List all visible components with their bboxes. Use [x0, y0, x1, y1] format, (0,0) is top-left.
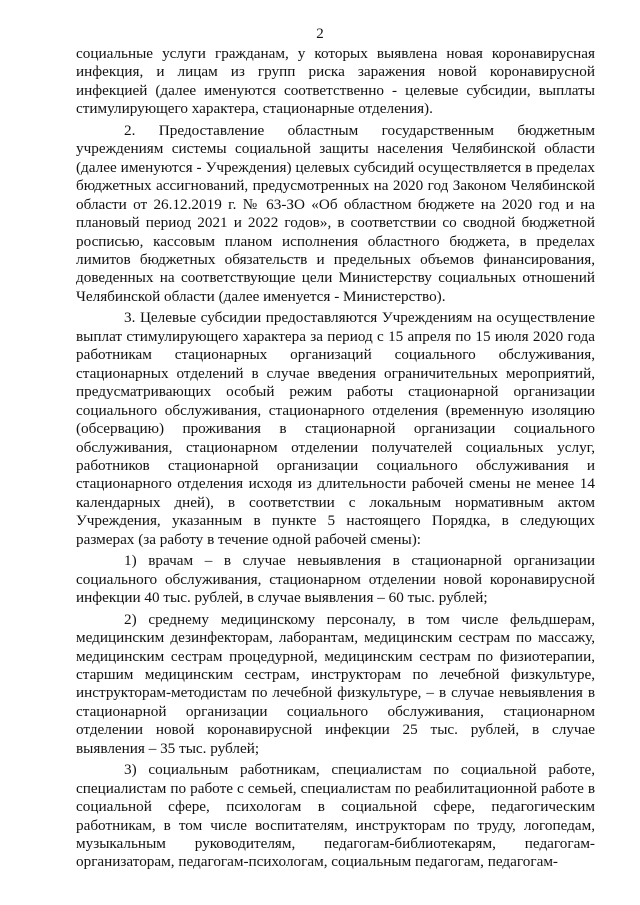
paragraph-subitem-1: 1) врачам – в случае невыявления в стационарной организации социального обслуживания, стационарном отделении новой коронавирусной инфекции 40 тыс. рублей, в случае выявления – 60 тыс. рублей;	[76, 552, 595, 607]
paragraph-continuation: социальные услуги гражданам, у которых выявлена новая коронавирусная инфекция, и лицам из групп риска заражения новой коронавирусной инфекцией (далее именуются соответственно - целевые субсидии, выплаты стимулирующего характера, стационарные отделения).	[76, 45, 595, 118]
page-number: 2	[316, 26, 324, 42]
paragraph-item-3: 3. Целевые субсидии предоставляются Учреждениям на осуществление выплат стимулирующего характера за период с 15 апреля по 15 июля 2020 года работникам стационарных организаций социального обслуживания, стационарных отделений в случае введения ограничительных мероприятий, предусматривающих особый режим работы стационарной организации социального обслуживания, стационарного отделения (временную изоляцию (обсервацию) проживания в стационарной организации социального обслуживания, стационарном отделении получателей социальных услуг, работников стационарной организации социального обслуживания и стационарного отделения исходя из длительности рабочей смены не менее 14 календарных дней), в соответствии с локальным нормативным актом Учреждения, указанным в пункте 5 настоящего Порядка, в следующих размерах (за работу в течение одной рабочей смены):	[76, 309, 595, 548]
paragraph-subitem-2: 2) среднему медицинскому персоналу, в том числе фельдшерам, медицинским дезинфекторам, лаборантам, медицинским сестрам по массажу, медицинским сестрам процедурной, медицинским сестрам по физиотерапии, старшим медицинским сестрам, инструкторам по лечебной физкультуре, инструкторам-методистам по лечебной физкультуре, – в случае невыявления в стационарной организации социального обслуживания, стационарном отделении новой коронавирусной инфекции 25 тыс. рублей, в случае выявления – 35 тыс. рублей;	[76, 610, 595, 757]
paragraph-subitem-3: 3) социальным работникам, специалистам по социальной работе, специалистам по работе с семьей, специалистам по реабилитационной работе в социальной сфере, психологам в социальной сфере, педагогическим работникам, в том числе воспитателям, инструкторам по труду, логопедам, музыкальным руководителям, педагогам-библиотекарям, педагогам-организаторам, педагогам-психологам, социальным педагогам, педагогам-	[76, 761, 595, 871]
document-body	[76, 45, 595, 875]
paragraph-item-2: 2. Предоставление областным государственным бюджетным учреждениям системы социальной защиты населения Челябинской области (далее именуются - Учреждения) целевых субсидий осуществляется в пределах бюджетных ассигнований, предусмотренных на 2020 год Законом Челябинской области от 26.12.2019 г. № 63-ЗО «Об областном бюджете на 2020 год и на плановый период 2021 и 2022 годов», в соответствии со сводной бюджетной росписью, кассовым планом исполнения областного бюджета, в пределах лимитов бюджетных обязательств и предельных объемов финансирования, доведенных на соответствующие цели Министерству социальных отношений Челябинской области (далее именуется - Министерство).	[76, 121, 595, 305]
